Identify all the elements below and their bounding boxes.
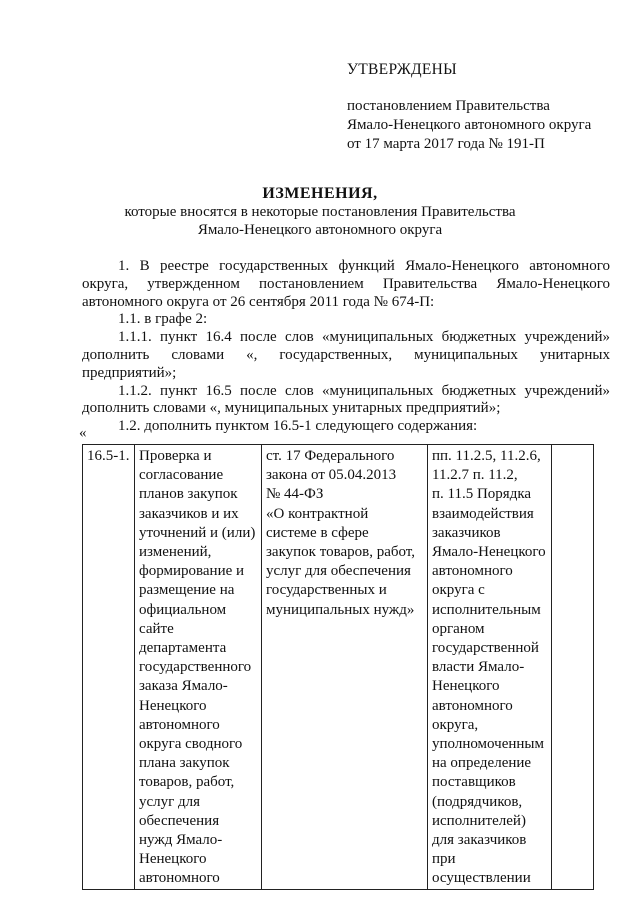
document-subtitle [0,203,640,239]
procedure-line: Ненецкого [432,678,500,695]
procedure-line: на определение [432,755,532,772]
approval-line-2: Ямало-Ненецкого автономного округа [347,117,592,133]
paragraph-1-line-2: округа, утвержденном постановлением Правительства Ямало-Ненецкого [82,275,610,292]
function-line: округа сводного [139,736,243,753]
procedure-line: государственной [432,640,539,657]
procedure-line: автономного [432,697,513,714]
registry-table [82,444,594,890]
function-line: товаров, работ, [139,774,235,791]
procedure-line: взаимодействия [432,505,534,522]
paragraph-3-line-2: дополнить словами «, государственных, муниципальных унитарных [82,346,610,363]
procedure-line: органом [432,620,485,637]
procedure-line: (подрядчиков, [432,793,523,810]
function-line: заказчиков и их [139,505,239,522]
cell-legal-basis [262,445,428,890]
function-line: нужд Ямало- [139,832,223,849]
function-line: государственного [139,659,252,676]
approval-block [347,60,617,154]
procedure-line: округа, [432,716,479,733]
procedure-line: при [432,851,456,868]
procedure-line: осуществлении [432,870,531,887]
function-line: формирование и [139,563,245,580]
legal-basis-line: ст. 17 Федерального [266,448,395,464]
procedure-line: заказчиков [432,524,501,541]
legal-basis-line: государственных и [266,582,387,599]
cell-procedure-reference [428,445,552,890]
function-line: автономного [139,870,220,887]
procedure-line: власти Ямало- [432,659,525,676]
function-line: изменений, [139,544,212,561]
table-row [83,445,594,890]
approval-line-3: от 17 марта 2017 года № 191-П [347,136,545,152]
legal-basis-line: закупок товаров, работ, [266,544,415,561]
function-line: согласование [139,467,224,484]
legal-basis-line: услуг для обеспечения [266,563,411,580]
procedure-line: п. 11.5 Порядка [432,486,532,503]
paragraph-1-line-1: 1. В реестре государственных функций Ямало-Ненецкого автономного [118,258,610,274]
function-line: Ненецкого [139,697,207,714]
procedure-line: поставщиков [432,774,516,791]
function-line: Ненецкого [139,851,207,868]
procedure-line: 11.2.7 п. 11.2, [432,467,518,484]
document-title: ИЗМЕНЕНИЯ, [262,185,378,202]
function-line: уточнений и (или) [139,524,256,541]
function-line: Проверка и [139,448,212,464]
function-line: обеспечения [139,812,220,829]
paragraph-1-line-3: автономного округа от 26 сентября 2011 года № 674-П: [82,293,435,310]
opening-quote: « [79,425,87,441]
function-line: заказа Ямало- [139,678,228,695]
cell-item-number: 16.5-1. [83,445,135,890]
procedure-line: исполнителей) [432,812,526,829]
legal-basis-line: «О контрактной [266,505,369,522]
procedure-line: округа с [432,582,485,599]
procedure-line: Ямало-Ненецкого [432,544,546,561]
paragraph-4-line-2: дополнить словами «, муниципальных унитарных предприятий»; [82,400,501,417]
paragraph-3-line-1: 1.1.1. пункт 16.4 после слов «муниципальных бюджетных учреждений» [118,329,610,346]
legal-basis-line: муниципальных нужд» [266,601,415,618]
procedure-line: уполномоченным [432,736,544,753]
paragraph-5: 1.2. дополнить пунктом 16.5-1 следующего содержания: [118,418,478,435]
function-line: сайте [139,620,174,637]
procedure-line: пп. 11.2.5, 11.2.6, [432,448,541,464]
function-line: автономного [139,716,220,733]
function-line: департамента [139,640,227,657]
subtitle-line-1: которые вносятся в некоторые постановления Правительства [124,204,516,220]
approval-title: УТВЕРЖДЕНЫ [347,61,457,78]
function-line: официальном [139,601,227,618]
document-body [82,258,610,436]
procedure-line: исполнительным [432,601,541,618]
paragraph-3-line-3: предприятий»; [82,364,177,381]
function-line: планов закупок [139,486,238,503]
legal-basis-line: системе в сфере [266,524,369,541]
legal-basis-line: закона от 05.04.2013 [266,467,397,484]
subtitle-line-2: Ямало-Ненецкого автономного округа [197,222,443,238]
function-line: размещение на [139,582,235,599]
cell-function-name [135,445,262,890]
procedure-line: для заказчиков [432,832,527,849]
function-line: услуг для [139,793,201,810]
paragraph-2: 1.1. в графе 2: [118,311,208,328]
legal-basis-line: № 44-ФЗ [266,486,324,503]
cell-empty-column [552,445,594,890]
function-line: плана закупок [139,755,230,772]
paragraph-4-line-1: 1.1.2. пункт 16.5 после слов «муниципальных бюджетных учреждений» [118,382,610,399]
procedure-line: автономного [432,563,513,580]
approval-line-1: постановлением Правительства [347,98,550,114]
